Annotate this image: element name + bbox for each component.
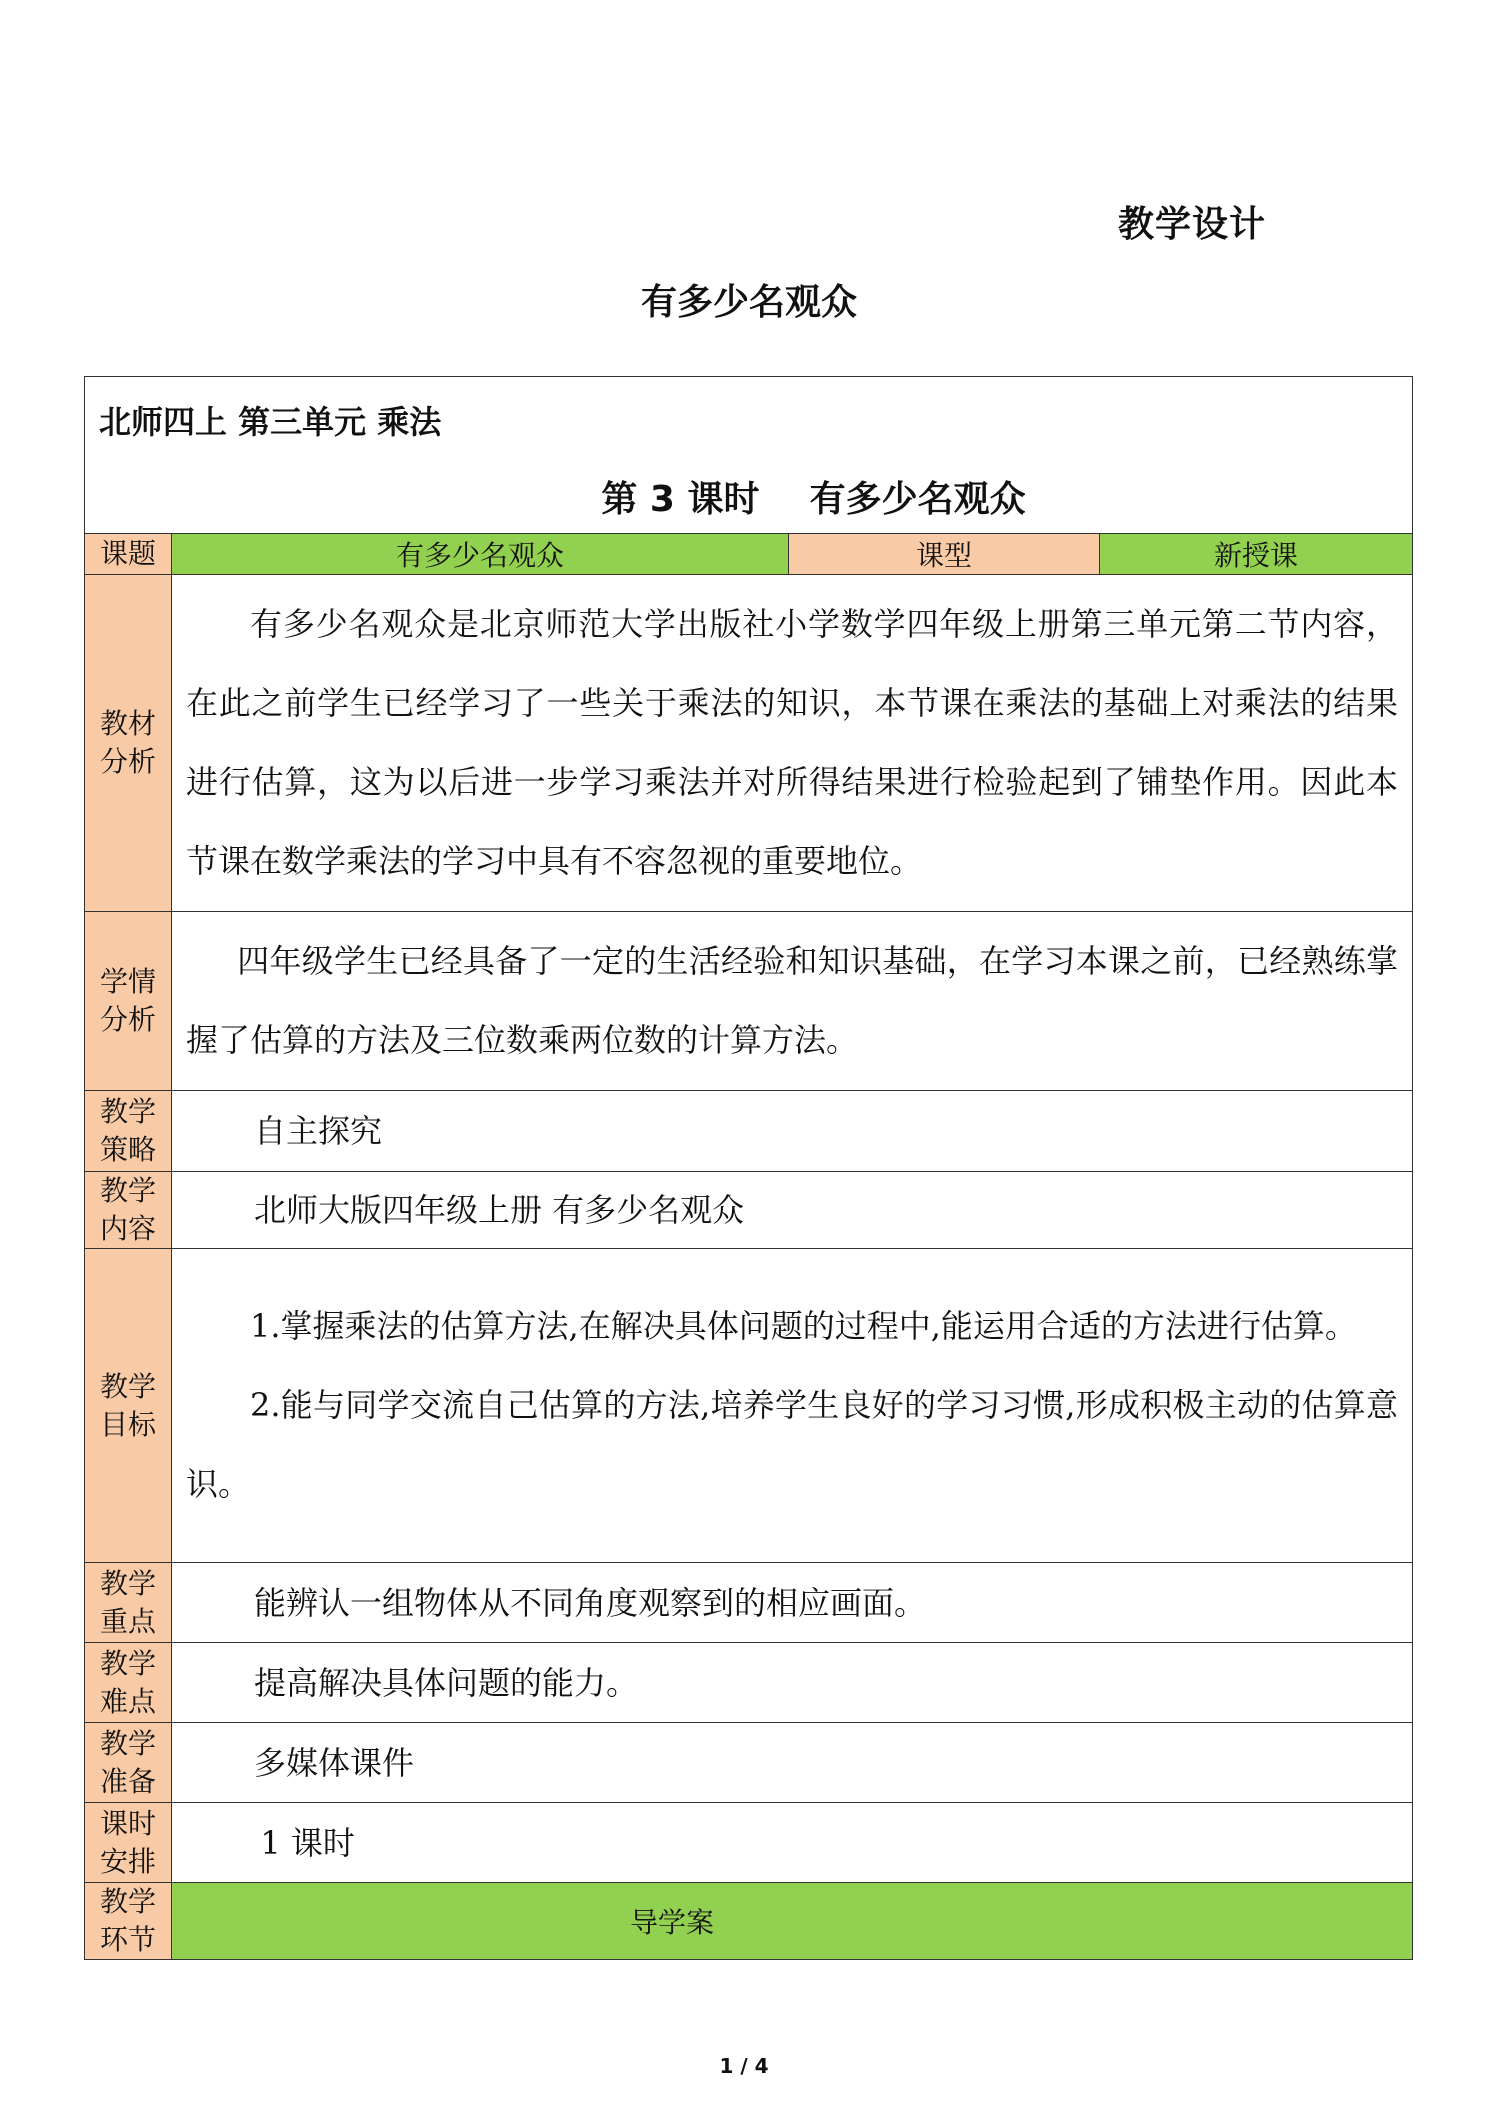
row-content: 1 课时 bbox=[172, 1803, 1413, 1883]
row-label-line: 环节 bbox=[99, 1923, 156, 1956]
row-content: 多媒体课件 bbox=[172, 1723, 1413, 1803]
page-number: 1 / 4 bbox=[719, 2054, 769, 2078]
row-label-line: 策略 bbox=[99, 1133, 156, 1166]
row-label bbox=[85, 1172, 172, 1249]
objective-item: 2.能与同学交流自己估算的方法,培养学生良好的学习习惯,形成积极主动的估算意识。 bbox=[186, 1386, 1398, 1503]
document-title: 教学设计 bbox=[1118, 204, 1267, 245]
row-content: 能辨认一组物体从不同角度观察到的相应画面。 bbox=[172, 1563, 1413, 1643]
row-label bbox=[85, 912, 172, 1091]
row-student-analysis bbox=[85, 912, 1413, 1091]
row-label bbox=[85, 1883, 172, 1960]
lesson-plan-table bbox=[84, 376, 1413, 1960]
row-content: 四年级学生已经具备了一定的生活经验和知识基础，在学习本课之前，已经熟练掌握了估算的方法及三位数乘两位数的计算方法。 bbox=[172, 912, 1413, 1091]
header-cell bbox=[85, 377, 1413, 534]
row-content: 提高解决具体问题的能力。 bbox=[172, 1643, 1413, 1723]
row-strategy bbox=[85, 1091, 1413, 1172]
row-label-line: 教学 bbox=[99, 1885, 156, 1918]
row-label-line: 目标 bbox=[99, 1407, 156, 1441]
objective-item: 1.掌握乘法的估算方法,在解决具体问题的过程中,能运用合适的方法进行估算。 bbox=[250, 1307, 1357, 1345]
row-textbook-analysis bbox=[85, 575, 1413, 912]
row-schedule bbox=[85, 1803, 1413, 1883]
unit-line: 北师四上 第三单元 乘法 bbox=[99, 403, 442, 441]
row-label-line: 课时 bbox=[99, 1806, 156, 1840]
row-label-line: 内容 bbox=[99, 1212, 156, 1245]
document-subtitle: 有多少名观众 bbox=[640, 282, 857, 323]
row-content: 自主探究 bbox=[172, 1091, 1413, 1172]
row-label-line: 分析 bbox=[99, 745, 156, 778]
row-label-line: 教学 bbox=[99, 1726, 156, 1760]
row-content bbox=[172, 1249, 1413, 1563]
row-label bbox=[85, 1803, 172, 1883]
row-label-line: 安排 bbox=[99, 1844, 156, 1878]
row-label-line: 教学 bbox=[99, 1369, 156, 1403]
topic-value: 有多少名观众 bbox=[172, 534, 789, 575]
type-label: 课型 bbox=[789, 534, 1100, 575]
row-label-line: 教学 bbox=[99, 1174, 156, 1207]
row-stage bbox=[85, 1883, 1413, 1960]
row-label-line: 分析 bbox=[99, 1003, 156, 1036]
row-label bbox=[85, 575, 172, 912]
row-label bbox=[85, 1563, 172, 1643]
stage-value: 导学案 bbox=[172, 1883, 1413, 1960]
topic-label: 课题 bbox=[85, 534, 172, 575]
row-label-line: 教学 bbox=[99, 1566, 156, 1600]
row-label bbox=[85, 1249, 172, 1563]
row-label bbox=[85, 1723, 172, 1803]
row-difficulty bbox=[85, 1643, 1413, 1723]
row-label-line: 准备 bbox=[99, 1764, 156, 1798]
row-label-line: 教材 bbox=[99, 707, 156, 740]
row-label bbox=[85, 1643, 172, 1723]
row-content-topic bbox=[85, 1172, 1413, 1249]
row-label-line: 教学 bbox=[99, 1646, 156, 1680]
row-label-line: 难点 bbox=[99, 1684, 156, 1718]
row-content: 北师大版四年级上册 有多少名观众 bbox=[172, 1172, 1413, 1249]
row-label-line: 重点 bbox=[99, 1604, 156, 1638]
row-key-point bbox=[85, 1563, 1413, 1643]
row-label bbox=[85, 1091, 172, 1172]
row-label-line: 学情 bbox=[99, 965, 156, 998]
row-preparation bbox=[85, 1723, 1413, 1803]
row-content: 有多少名观众是北京师范大学出版社小学数学四年级上册第三单元第二节内容，在此之前学生已经学习了一些关于乘法的知识，本节课在乘法的基础上对乘法的结果进行估算，这为以后进一步学习乘法并对所得结果进行检验起到了铺垫作用。因此本节课在数学乘法的学习中具有不容忽视的重要地位。 bbox=[172, 575, 1413, 912]
type-value: 新授课 bbox=[1100, 534, 1413, 575]
lesson-line: 第 3 课时 有多少名观众 bbox=[601, 479, 1026, 520]
topic-row bbox=[85, 534, 1413, 575]
header-row bbox=[85, 377, 1413, 534]
row-label-line: 教学 bbox=[99, 1095, 156, 1128]
row-objectives bbox=[85, 1249, 1413, 1563]
